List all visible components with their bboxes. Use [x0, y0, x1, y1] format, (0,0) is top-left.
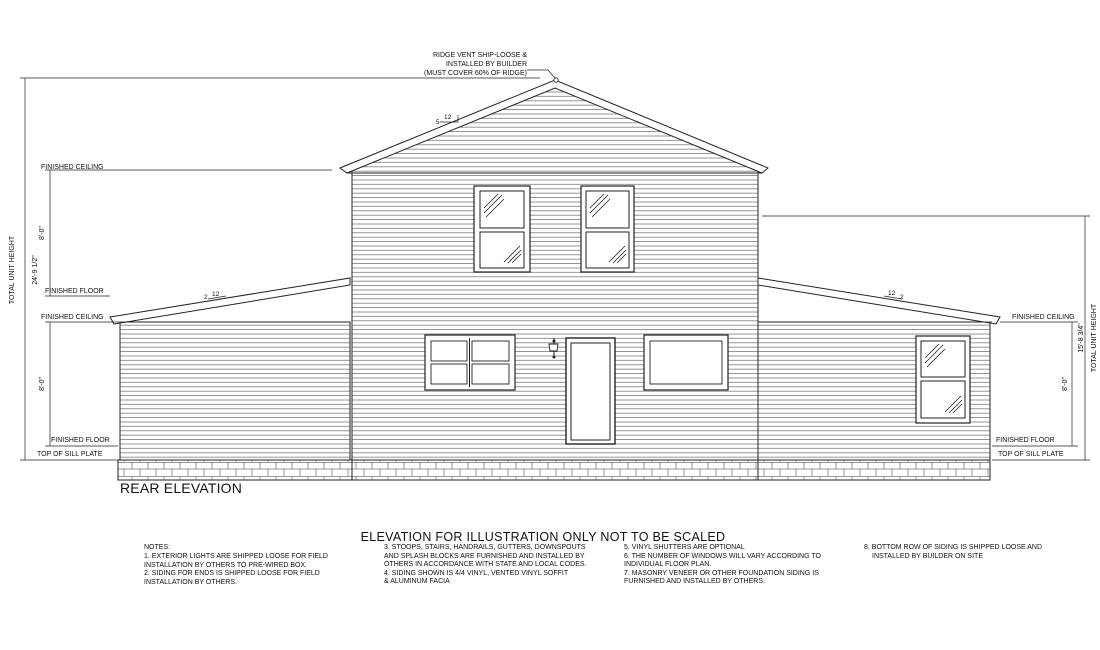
left-upper-story-height: 8'-0" — [39, 226, 46, 240]
scale-disclaimer: ELEVATION FOR ILLUSTRATION ONLY NOT TO BE SCALED — [360, 530, 726, 544]
note-line: 2. SIDING FOR ENDS IS SHIPPED LOOSE FOR FIELD — [144, 570, 320, 578]
notes-heading: NOTES: — [144, 544, 171, 551]
ridge-vent-note-line1: RIDGE VENT SHIP-LOOSE & — [432, 52, 527, 59]
notes-column-2 — [384, 544, 587, 587]
finished-ceiling-left-label: FINISHED CEILING — [41, 314, 104, 321]
notes-column-3 — [624, 544, 821, 587]
pitch-run-right: 12 — [888, 290, 896, 297]
note-line: OTHERS IN ACCORDANCE WITH STATE AND LOCAL CODES. — [384, 561, 587, 569]
left-wing — [110, 278, 350, 460]
pitch-rise-upper: 5 — [436, 119, 440, 126]
center-section — [340, 78, 768, 460]
note-line: 1. EXTERIOR LIGHTS ARE SHIPPED LOOSE FOR FIELD — [144, 553, 328, 560]
elevation-title: REAR ELEVATION — [120, 480, 243, 496]
right-lower-story-height: 8'-0" — [1062, 377, 1069, 391]
left-total-height-value: 24'-9 1/2" — [32, 255, 39, 285]
left-wing-roof — [110, 278, 350, 324]
foundation — [118, 460, 990, 480]
note-line: 8. BOTTOM ROW OF SIDING IS SHIPPED LOOSE AND — [864, 544, 1043, 551]
top-of-sill-plate-right-label: TOP OF SILL PLATE — [998, 451, 1064, 458]
note-line: 3. STOOPS, STAIRS, HANDRAILS, GUTTERS, DOWNSPOUTS — [384, 544, 586, 551]
right-total-height-label: TOTAL UNIT HEIGHT — [1091, 303, 1098, 373]
finished-ceiling-upper-label: FINISHED CEILING — [41, 164, 104, 171]
note-line: FURNISHED AND INSTALLED BY OTHERS. — [624, 578, 765, 586]
lower-double-window — [425, 335, 515, 390]
notes-column-1 — [144, 553, 328, 587]
pitch-rise-left: 2 — [204, 294, 208, 301]
notes-column-4 — [864, 544, 1042, 561]
note-line: 7. MASONRY VENEER OR OTHER FOUNDATION SIDING IS — [624, 569, 819, 577]
note-line: INSTALLATION BY OTHERS TO PRE-WIRED BOX. — [144, 561, 308, 569]
ridge-vent-note-line3: (MUST COVER 60% OF RIDGE) — [424, 70, 527, 77]
ridge-vent — [554, 78, 558, 82]
ridge-vent-leader — [527, 70, 555, 78]
finished-ceiling-right-label: FINISHED CEILING — [1012, 314, 1075, 321]
top-of-sill-plate-left-label: TOP OF SILL PLATE — [37, 451, 103, 458]
upper-window-left — [474, 186, 530, 272]
left-lower-story-height: 8'-0" — [39, 377, 46, 391]
note-line: INSTALLATION BY OTHERS. — [144, 578, 237, 586]
finished-floor-left-label: FINISHED FLOOR — [51, 437, 110, 444]
note-line: INDIVIDUAL FLOOR PLAN. — [624, 561, 712, 569]
note-line: INSTALLED BY BUILDER ON SITE — [872, 552, 983, 560]
ridge-vent-note-line2: INSTALLED BY BUILDER — [445, 61, 527, 68]
finished-floor-right-label: FINISHED FLOOR — [996, 437, 1055, 444]
pitch-run-left: 12 — [212, 291, 220, 298]
rear-door — [566, 338, 615, 444]
finished-floor-upper-label: FINISHED FLOOR — [45, 288, 104, 295]
note-line: 4. SIDING SHOWN IS 4/4 VINYL, VENTED VINYL SOFFIT — [384, 569, 569, 577]
note-line: 6. THE NUMBER OF WINDOWS WILL VARY ACCORDING TO — [624, 552, 821, 560]
picture-window — [644, 335, 728, 390]
right-total-height-value: 15'-8 3/4" — [1078, 323, 1085, 353]
note-line: AND SPLASH BLOCKS ARE FURNISHED AND INSTALLED BY — [384, 552, 585, 560]
note-line: & ALUMINUM FACIA — [384, 578, 450, 586]
left-wing-wall — [120, 322, 350, 460]
right-wing-roof — [758, 278, 1000, 324]
right-wing-window — [916, 336, 970, 423]
pitch-rise-right: 2 — [900, 294, 904, 301]
pitch-run-upper: 12 — [444, 114, 452, 121]
left-total-height-label: TOTAL UNIT HEIGHT — [9, 235, 16, 305]
upper-window-right — [581, 186, 634, 272]
note-line: 5. VINYL SHUTTERS ARE OPTIONAL — [624, 544, 745, 551]
